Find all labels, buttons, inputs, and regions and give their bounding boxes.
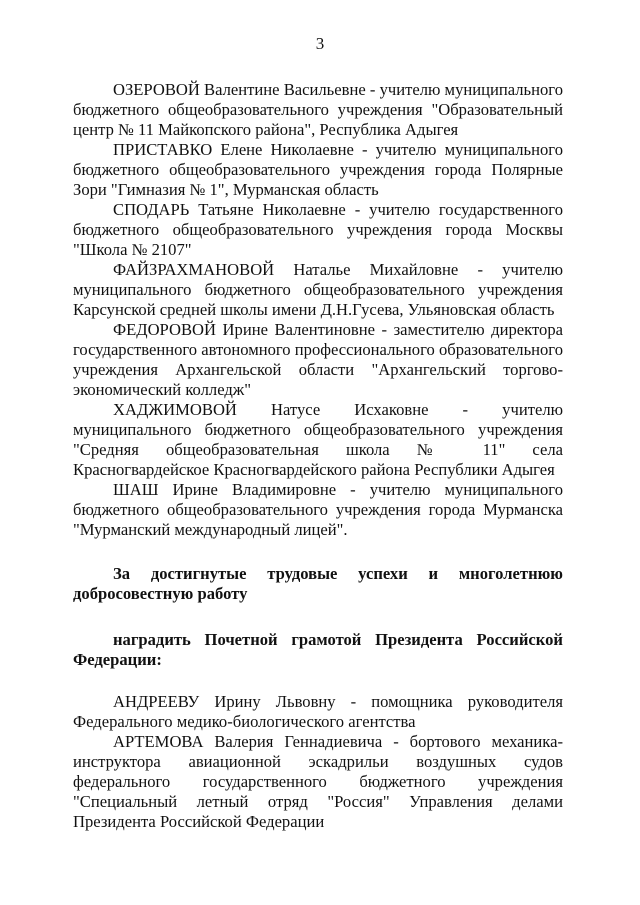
award-entry: ШАШ Ирине Владимировне - учителю муниципального бюджетного общеобразовательного учреждения города Мурманска "Мурманский международный лицей". (73, 480, 563, 539)
award-entry: ПРИСТАВКО Елене Николаевне - учителю муниципального бюджетного общеобразовательного учреждения города Полярные Зори "Гимназия № 1", Мурманская область (73, 140, 563, 199)
award-entry: АРТЕМОВА Валерия Геннадиевича - бортового механика-инструктора авиационной эскадрильи воздушных судов федерального государственного бюджетного учреждения "Специальный летный отряд "Россия" Управления делами Президента Российской Федерации (73, 732, 563, 831)
section-heading-award: наградить Почетной грамотой Президента Российской Федерации: (73, 630, 563, 669)
award-entry: ФАЙЗРАХМАНОВОЙ Наталье Михайловне - учителю муниципального бюджетного общеобразовательного учреждения Карсунской средней школы имени Д.Н.Гусева, Ульяновская область (73, 260, 563, 319)
award-entry: АНДРЕЕВУ Ирину Львовну - помощника руководителя Федерального медико-биологического агентства (73, 692, 563, 731)
award-entry: ОЗЕРОВОЙ Валентине Васильевне - учителю муниципального бюджетного общеобразовательного учреждения "Образовательный центр № 11 Майкопского района", Республика Адыгея (73, 80, 563, 139)
section-heading-achievements: За достигнутые трудовые успехи и многолетнюю добросовестную работу (73, 564, 563, 603)
document-body (73, 80, 563, 832)
award-entry: ФЕДОРОВОЙ Ирине Валентиновне - заместителю директора государственного автономного профессионального образовательного учреждения Архангельской области "Архангельский торгово-экономический колледж" (73, 320, 563, 399)
award-entry: СПОДАРЬ Татьяне Николаевне - учителю государственного бюджетного общеобразовательного учреждения города Москвы "Школа № 2107" (73, 200, 563, 259)
award-entry: ХАДЖИМОВОЙ Натусе Исхаковне - учителю муниципального бюджетного общеобразовательного учреждения "Средняя общеобразовательная школа № 11" села Красногвардейское Красногвардейского района Республики Адыгея (73, 400, 563, 479)
page-number: 3 (315, 34, 325, 53)
